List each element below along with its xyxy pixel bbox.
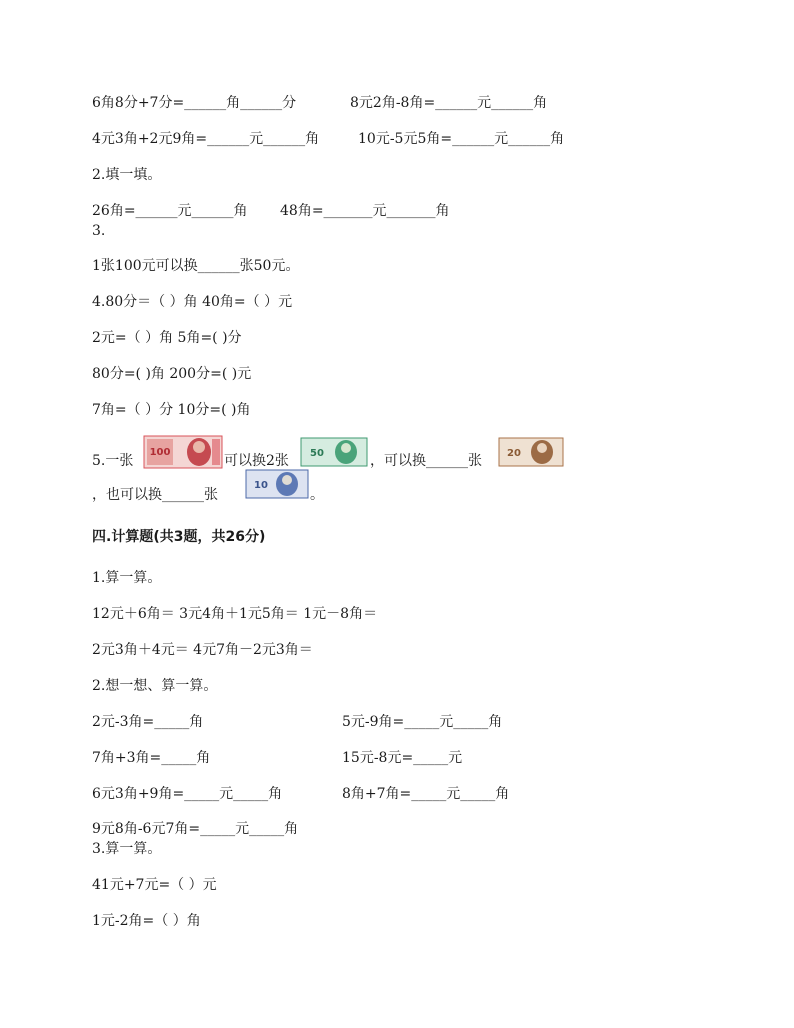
problem-line: 2元-3角=_____角 — [92, 714, 204, 730]
problem-line: 4元3角+2元9角=______元______角 — [92, 131, 320, 147]
section-title: 四.计算题(共3题，共26分) — [92, 529, 266, 545]
banknote-10-image — [245, 469, 309, 499]
banknote-20-image — [498, 437, 564, 467]
question-heading: 1.算一算。 — [92, 570, 162, 586]
problem-line: 7角=（ ）分 10分=( )角 — [92, 402, 251, 418]
question-heading: 2.填一填。 — [92, 167, 162, 183]
problem-line: 8角+7角=_____元_____角 — [342, 786, 510, 802]
svg-text:20: 20 — [507, 448, 521, 459]
question-number: 3. — [92, 223, 106, 239]
problem-line: 1张100元可以换______张50元。 — [92, 258, 300, 274]
question-heading: 3.算一算。 — [92, 841, 162, 857]
svg-text:10: 10 — [254, 480, 268, 491]
problem-line: 80分=( )角 200分=( )元 — [92, 366, 252, 382]
banknote-50-image — [300, 437, 368, 467]
question-heading: 2.想一想、算一算。 — [92, 678, 218, 694]
svg-text:100: 100 — [149, 447, 171, 458]
problem-line: 5元-9角=_____元_____角 — [342, 714, 503, 730]
problem-line: ，可以换______张 — [370, 453, 482, 469]
svg-text:50: 50 — [310, 448, 324, 459]
problem-line: 6元3角+9角=_____元_____角 — [92, 786, 283, 802]
problem-line: 2元=（ ）角 5角=( )分 — [92, 330, 242, 346]
problem-line: 8元2角-8角=______元______角 — [350, 95, 548, 111]
problem-line: 6角8分+7分=______角______分 — [92, 95, 297, 111]
banknote-100-image — [143, 435, 223, 469]
problem-line: 4.80分＝（ ）角 40角=（ ）元 — [92, 294, 293, 310]
problem-line: 9元8角-6元7角=_____元_____角 — [92, 821, 299, 837]
problem-line: 41元+7元=（ ）元 — [92, 877, 217, 893]
problem-line: 可以换2张 — [224, 453, 289, 469]
problem-line: 26角=______元______角 — [92, 203, 248, 219]
problem-line: 1元-2角=（ ）角 — [92, 913, 201, 929]
problem-line: 10元-5元5角=______元______角 — [358, 131, 565, 147]
problem-line: 12元＋6角＝ 3元4角＋1元5角＝ 1元－8角＝ — [92, 606, 378, 622]
problem-line: 15元-8元=_____元 — [342, 750, 463, 766]
problem-line: 7角+3角=_____角 — [92, 750, 211, 766]
problem-line: 5.一张 — [92, 453, 134, 469]
problem-line: 。 — [310, 487, 324, 503]
problem-line: 48角=_______元_______角 — [280, 203, 450, 219]
problem-line: ，也可以换______张 — [92, 487, 218, 503]
problem-line: 2元3角＋4元＝ 4元7角－2元3角＝ — [92, 642, 313, 658]
